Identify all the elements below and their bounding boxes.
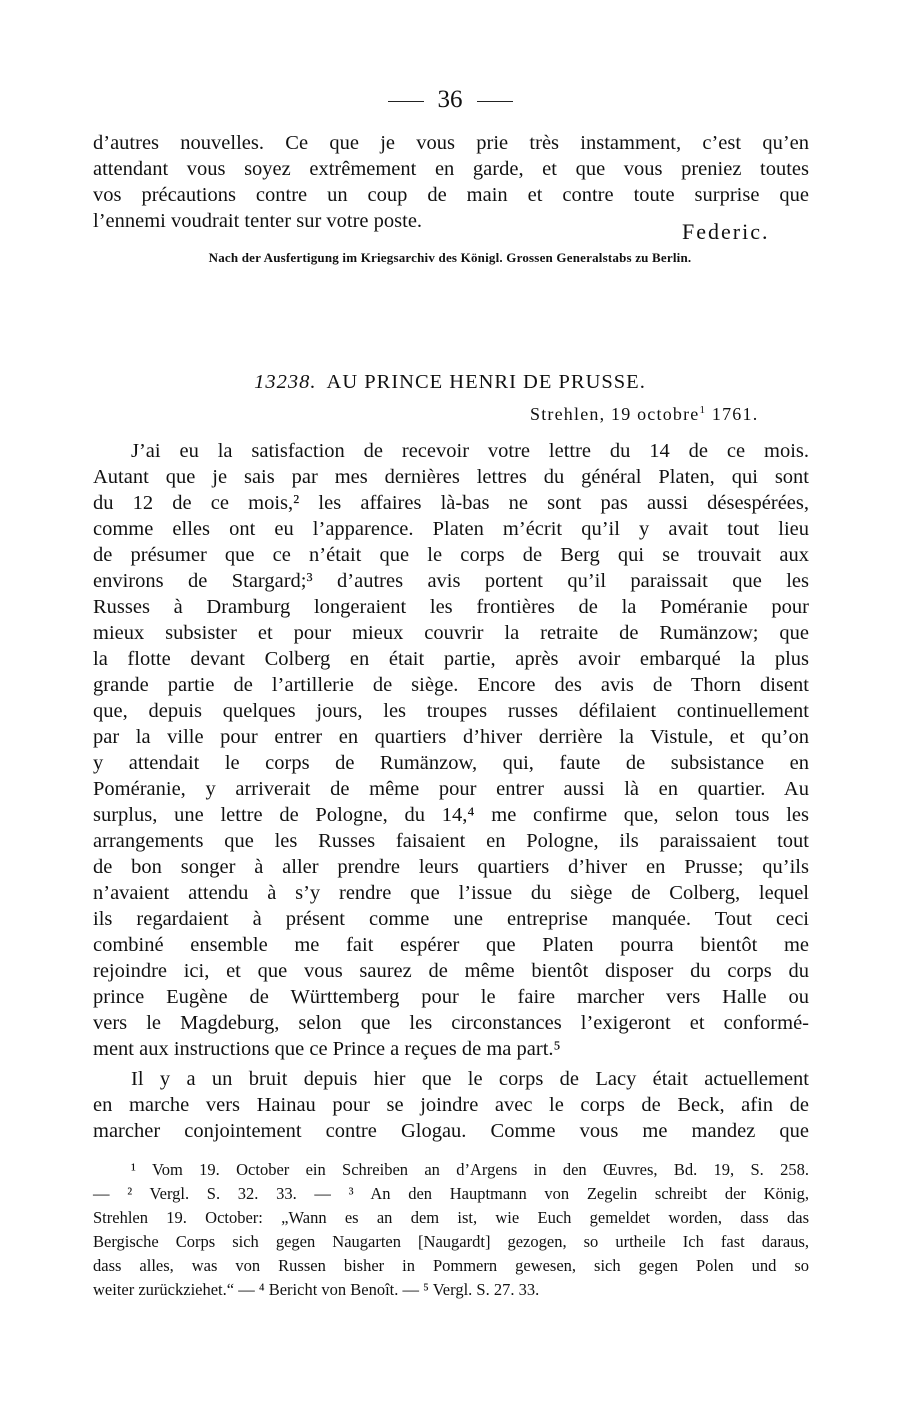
- main-paragraph: [93, 438, 809, 1062]
- page-header: [0, 86, 900, 114]
- text-line: Autant que je sais par mes dernières lettres du général Platen, qui sont: [93, 466, 809, 488]
- text-line: J’ai eu la satisfaction de recevoir votre lettre du 14 de ce mois.: [131, 440, 809, 462]
- text-line: grande partie de l’artillerie de siège. Encore des avis de Thorn disent: [93, 674, 809, 696]
- second-paragraph: [93, 1066, 809, 1144]
- text-line: y attendait le corps de Rumänzow, qui, faute de subsistance en: [93, 752, 809, 774]
- letter-place: Strehlen,: [530, 404, 606, 424]
- letter-date: 19 octobre: [611, 404, 700, 424]
- text-line: Russes à Dramburg longeraient les frontières de la Poméranie pour: [93, 596, 809, 618]
- footnote-mark: 1: [699, 404, 707, 416]
- footnote-line: Strehlen 19. October: „Wann es an dem ist, wie Euch gemeldet worden, dass das: [93, 1208, 809, 1227]
- letter-dateline: [530, 404, 758, 425]
- text-line: vers le Magdeburg, selon que les circonstances l’exigeront et conformé-: [93, 1012, 809, 1034]
- text-line: arrangements que les Russes faisaient en Pologne, ils paraissaient tout: [93, 830, 809, 852]
- text-line: la flotte devant Colberg en était partie, après avoir embarqué la plus: [93, 648, 809, 670]
- text-line: attendant vous soyez extrêmement en garde, et que vous preniez toutes: [93, 158, 809, 180]
- text-line: mieux subsister et pour mieux couvrir la retraite de Rumänzow; que: [93, 622, 809, 644]
- letter-year: 1761.: [711, 404, 759, 424]
- letter-title: AU PRINCE HENRI DE PRUSSE.: [326, 371, 646, 393]
- text-line: d’autres nouvelles. Ce que je vous prie très instamment, c’est qu’en: [93, 132, 809, 154]
- text-line: que, depuis quelques jours, les troupes russes défilaient continuellement: [93, 700, 809, 722]
- text-line: du 12 de ce mois,² les affaires là-bas ne sont pas aussi désespérées,: [93, 492, 809, 514]
- text-line: l’ennemi voudrait tenter sur votre poste.: [93, 210, 423, 232]
- letter-number: 13238.: [254, 371, 317, 393]
- footnote-line: dass alles, was von Russen bisher in Pommern gewesen, sich gegen Polen und so: [93, 1256, 809, 1275]
- page-number: 36: [437, 86, 463, 113]
- text-line: rejoindre ici, et que vous saurez de même bientôt disposer du corps du: [93, 960, 809, 982]
- footnote-line: — ² Vergl. S. 32. 33. — ³ An den Hauptmann von Zegelin schreibt der König,: [93, 1184, 809, 1203]
- text-line: de bon songer à aller prendre leurs quartiers d’hiver en Prusse; qu’ils: [93, 856, 809, 878]
- text-line: ils regardaient à présent comme une entreprise manquée. Tout ceci: [93, 908, 809, 930]
- footnote-line: weiter zurückziehet.“ — ⁴ Bericht von Benoît. — ⁵ Vergl. S. 27. 33.: [93, 1280, 540, 1299]
- text-line: en marche vers Hainau pour se joindre avec le corps de Beck, afin de: [93, 1094, 809, 1116]
- text-line: Il y a un bruit depuis hier que le corps de Lacy était actuellement: [131, 1068, 809, 1090]
- text-line: vos précautions contre un coup de main et contre toute surprise que: [93, 184, 809, 206]
- source-note: Nach der Ausfertigung im Kriegsarchiv des Königl. Grossen Generalstabs zu Berlin.: [208, 250, 692, 265]
- text-line: surplus, une lettre de Pologne, du 14,⁴ me confirme que, selon tous les: [93, 804, 809, 826]
- footnote-line: ¹ Vom 19. October ein Schreiben an d’Argens in den Œuvres, Bd. 19, S. 258.: [131, 1160, 809, 1179]
- header-rule-right: [477, 101, 513, 102]
- footnote-line: Bergische Corps sich gegen Naugarten [Naugardt] gezogen, so urtheile Ich fast daraus,: [93, 1232, 809, 1251]
- text-line: comme elles ont eu l’apparence. Platen m’écrit qu’il y avait tout lieu: [93, 518, 809, 540]
- text-line: par la ville pour entrer en quartiers d’hiver derrière la Vistule, et qu’on: [93, 726, 809, 748]
- footnotes: [93, 1158, 809, 1302]
- text-line: n’avaient attendu à s’y rendre que l’issue du siège de Colberg, lequel: [93, 882, 809, 904]
- text-line: prince Eugène de Württemberg pour le faire marcher vers Halle ou: [93, 986, 809, 1008]
- text-line: environs de Stargard;³ d’autres avis portent qu’il paraissait que les: [93, 570, 809, 592]
- header-rule-left: [388, 101, 424, 102]
- text-line: marcher conjointement contre Glogau. Comme vous me mandez que: [93, 1120, 809, 1142]
- text-line: de présumer que ce n’était que le corps de Berg qui se trouvait aux: [93, 544, 809, 566]
- signature: Federic.: [682, 219, 770, 244]
- text-line: Poméranie, y arriverait de même pour entrer aussi là en quartier. Au: [93, 778, 809, 800]
- text-line: ment aux instructions que ce Prince a reçues de ma part.⁵: [93, 1038, 561, 1060]
- letter-heading: [0, 371, 900, 394]
- text-line: combiné ensemble me fait espérer que Platen pourra bientôt me: [93, 934, 809, 956]
